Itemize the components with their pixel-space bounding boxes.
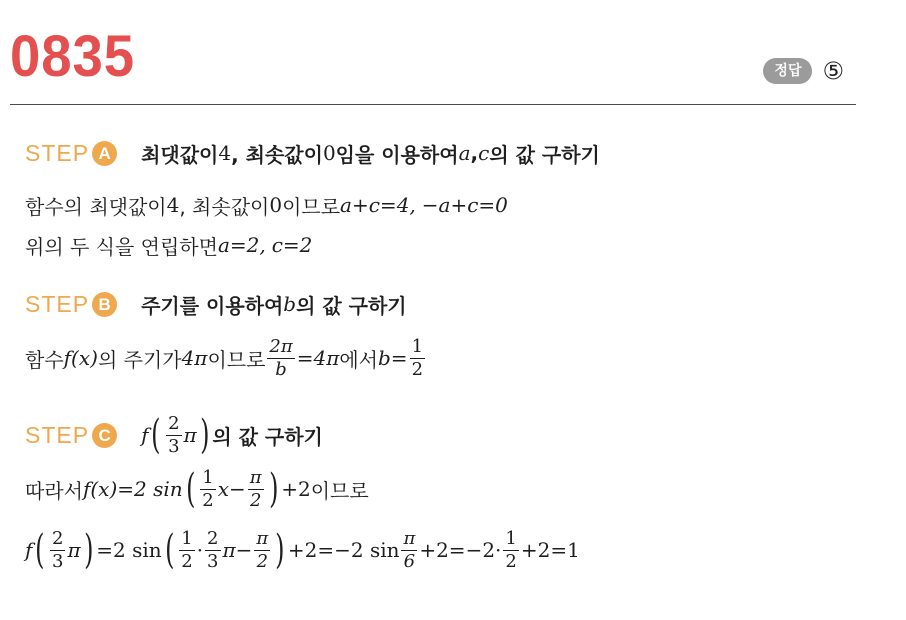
- title-var: f: [141, 423, 149, 447]
- numerator: 1: [181, 527, 193, 549]
- step-c-line-2: [25, 524, 580, 576]
- title-text: , 최솟값이: [231, 142, 323, 167]
- title-text: 임을 이용하여: [335, 142, 459, 167]
- numerator: 2: [207, 527, 219, 549]
- denominator: 2: [181, 550, 193, 572]
- answer-block: [763, 57, 844, 85]
- number: 0: [269, 193, 283, 217]
- denominator: 3: [52, 550, 64, 572]
- step-letter-badge: C: [92, 423, 117, 448]
- numerator: π: [256, 527, 269, 549]
- denominator: 2: [202, 489, 214, 511]
- denominator: 2: [505, 550, 517, 572]
- equation: +2=−2 sin: [287, 538, 400, 562]
- step-b-line-1: [25, 332, 427, 384]
- text: , 최솟값이: [179, 194, 270, 219]
- fraction: [267, 335, 294, 380]
- equation: f(x): [63, 346, 98, 370]
- fraction: [503, 527, 518, 572]
- denominator: 2: [249, 489, 262, 511]
- equation: +2: [281, 477, 311, 501]
- text: 이므로: [207, 347, 266, 372]
- title-number: 4: [218, 141, 232, 165]
- step-label: STEP: [25, 290, 90, 317]
- answer-value: ⑤: [822, 57, 844, 85]
- right-paren: ): [275, 527, 285, 573]
- header-divider: [10, 104, 856, 105]
- text: 위의 두 식을 연립하면: [25, 234, 218, 259]
- step-c-header: [25, 413, 323, 457]
- fraction: [179, 527, 194, 572]
- text: 이므로: [310, 478, 369, 503]
- step-c-line-1: [25, 465, 369, 513]
- equation: π: [67, 538, 81, 562]
- right-paren: ): [83, 527, 94, 573]
- title-var: π: [183, 423, 197, 447]
- step-a-header: [25, 136, 600, 170]
- numerator: π: [249, 466, 262, 488]
- numerator: 1: [411, 335, 424, 357]
- title-var: b: [283, 292, 297, 316]
- fraction: [166, 412, 181, 457]
- step-b-header: [25, 287, 407, 321]
- title-text: 의 값 구하기: [296, 293, 407, 318]
- text: 함수: [25, 347, 64, 372]
- numerator: 1: [505, 527, 517, 549]
- equation: ·: [196, 538, 204, 562]
- numerator: 1: [202, 466, 214, 488]
- title-text: 의 값 구하기: [212, 424, 323, 449]
- step-letter-badge: A: [92, 141, 117, 166]
- equation: a+c=4,: [340, 193, 416, 217]
- step-label: STEP: [25, 139, 90, 166]
- left-paren: (: [185, 466, 196, 512]
- equation: c=2: [271, 233, 313, 257]
- title-number: 0: [322, 141, 336, 165]
- fraction: [248, 466, 264, 511]
- left-paren: (: [151, 412, 161, 458]
- denominator: b: [275, 358, 287, 380]
- fraction: [401, 527, 417, 572]
- equation: =4π: [296, 346, 340, 370]
- denominator: 6: [403, 550, 416, 572]
- left-paren: (: [35, 527, 45, 573]
- fraction: [254, 527, 270, 572]
- step-a-title: [141, 139, 600, 168]
- fraction: [205, 527, 220, 572]
- denominator: 3: [168, 435, 180, 457]
- denominator: 3: [207, 550, 219, 572]
- number: 4: [166, 193, 180, 217]
- title-text: ,: [470, 141, 479, 165]
- step-c-title: [141, 412, 323, 458]
- equation: +2=1: [520, 538, 580, 562]
- answer-label: 정답: [763, 58, 812, 84]
- equation: x−: [217, 477, 246, 501]
- numerator: 2π: [269, 335, 293, 357]
- problem-number: 0835: [10, 24, 136, 89]
- denominator: 2: [256, 550, 269, 572]
- equation: 4π: [181, 346, 208, 370]
- text: 함수의 최댓값이: [25, 194, 167, 219]
- title-text: 주기를 이용하여: [141, 293, 284, 318]
- text: 의 주기가: [97, 347, 182, 372]
- title-text: 의 값 구하기: [489, 142, 600, 167]
- equation: π−: [222, 538, 253, 562]
- right-paren: ): [268, 466, 279, 512]
- step-letter-badge: B: [92, 292, 117, 317]
- equation: +2=−2·: [419, 538, 502, 562]
- step-a-line-1: [25, 188, 508, 222]
- title-var: a: [458, 141, 471, 165]
- step-label: STEP: [25, 421, 90, 448]
- equation: b=: [378, 346, 408, 370]
- equation: a=2,: [217, 233, 266, 257]
- fraction: [50, 527, 65, 572]
- left-paren: (: [164, 527, 175, 573]
- right-paren: ): [199, 412, 210, 458]
- equation: =2 sin: [96, 538, 162, 562]
- step-b-title: [141, 290, 407, 319]
- text: 이므로: [282, 194, 341, 219]
- equation: f: [25, 538, 33, 562]
- numerator: 2: [168, 412, 180, 434]
- text: 따라서: [25, 478, 83, 503]
- text: 에서: [339, 347, 378, 372]
- numerator: 2: [52, 527, 64, 549]
- denominator: 2: [411, 358, 424, 380]
- numerator: π: [403, 527, 416, 549]
- equation: −a+c=0: [421, 193, 508, 217]
- step-a-line-2: [25, 228, 312, 262]
- fraction: [410, 335, 425, 380]
- title-text: 최댓값이: [141, 142, 219, 167]
- fraction: [200, 466, 215, 511]
- title-var: c: [478, 141, 490, 165]
- equation: f(x)=2 sin: [82, 477, 183, 501]
